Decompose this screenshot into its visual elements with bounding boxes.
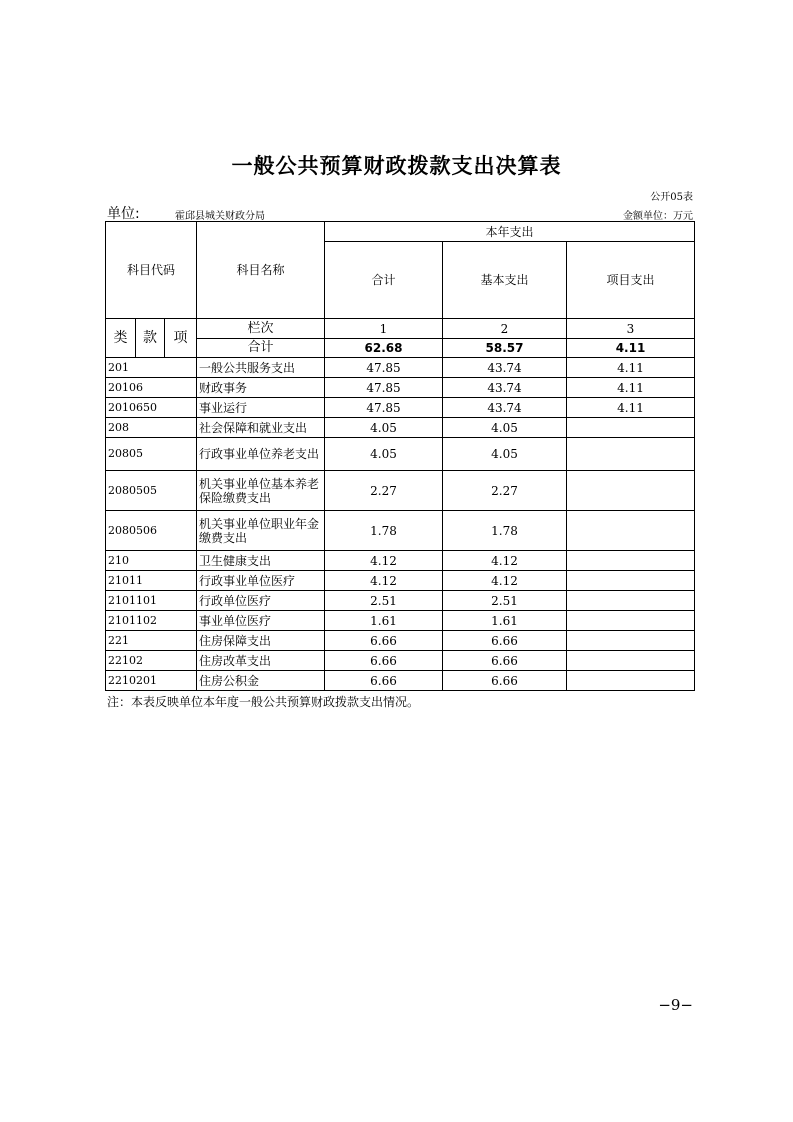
row-code: 221 bbox=[106, 631, 197, 651]
row-name: 卫生健康支出 bbox=[197, 551, 325, 571]
row-code: 201 bbox=[106, 358, 197, 378]
row-basic: 6.66 bbox=[443, 671, 567, 691]
row-code: 22102 bbox=[106, 651, 197, 671]
row-project bbox=[567, 571, 695, 591]
header-xiang: 项 bbox=[165, 319, 197, 358]
row-code: 2080505 bbox=[106, 471, 197, 511]
table-row bbox=[106, 631, 695, 651]
row-project bbox=[567, 418, 695, 438]
header-lei: 类 bbox=[106, 319, 136, 358]
amount-unit: 金额单位：万元 bbox=[623, 211, 693, 222]
sum-label: 合计 bbox=[197, 339, 325, 358]
row-total: 6.66 bbox=[325, 651, 443, 671]
row-total: 47.85 bbox=[325, 358, 443, 378]
row-name: 住房保障支出 bbox=[197, 631, 325, 651]
header-current-year: 本年支出 bbox=[325, 222, 695, 242]
table-row bbox=[106, 611, 695, 631]
sum-total: 62.68 bbox=[325, 339, 443, 358]
column-index-1: 1 bbox=[325, 319, 443, 339]
table-row bbox=[106, 471, 695, 511]
row-project bbox=[567, 591, 695, 611]
table-row bbox=[106, 591, 695, 611]
row-name: 住房公积金 bbox=[197, 671, 325, 691]
column-index-3: 3 bbox=[567, 319, 695, 339]
row-name: 社会保障和就业支出 bbox=[197, 418, 325, 438]
row-total: 4.12 bbox=[325, 571, 443, 591]
row-basic: 6.66 bbox=[443, 651, 567, 671]
row-code: 2101101 bbox=[106, 591, 197, 611]
row-name: 事业运行 bbox=[197, 398, 325, 418]
page-number: −9− bbox=[658, 996, 693, 1014]
row-project: 4.11 bbox=[567, 378, 695, 398]
row-total: 47.85 bbox=[325, 378, 443, 398]
row-project bbox=[567, 551, 695, 571]
row-basic: 4.12 bbox=[443, 551, 567, 571]
table-note: 注：本表反映单位本年度一般公共预算财政拨款支出情况。 bbox=[107, 695, 420, 709]
table-row bbox=[106, 398, 695, 418]
row-basic: 2.51 bbox=[443, 591, 567, 611]
row-project: 4.11 bbox=[567, 358, 695, 378]
row-total: 2.51 bbox=[325, 591, 443, 611]
header-column-index: 栏次 bbox=[197, 319, 325, 339]
row-name: 行政事业单位医疗 bbox=[197, 571, 325, 591]
row-project bbox=[567, 611, 695, 631]
header-total: 合计 bbox=[325, 242, 443, 319]
row-code: 2080506 bbox=[106, 511, 197, 551]
row-basic: 43.74 bbox=[443, 398, 567, 418]
table-row bbox=[106, 378, 695, 398]
row-project bbox=[567, 671, 695, 691]
sum-project: 4.11 bbox=[567, 339, 695, 358]
header-name: 科目名称 bbox=[197, 222, 325, 319]
page-title: 一般公共预算财政拨款支出决算表 bbox=[231, 154, 562, 178]
row-basic: 43.74 bbox=[443, 358, 567, 378]
row-code: 2210201 bbox=[106, 671, 197, 691]
row-code: 210 bbox=[106, 551, 197, 571]
row-basic: 4.05 bbox=[443, 438, 567, 471]
row-total: 6.66 bbox=[325, 671, 443, 691]
row-code: 21011 bbox=[106, 571, 197, 591]
row-name: 事业单位医疗 bbox=[197, 611, 325, 631]
row-basic: 1.61 bbox=[443, 611, 567, 631]
row-name: 机关事业单位职业年金缴费支出 bbox=[197, 511, 325, 551]
table-row bbox=[106, 438, 695, 471]
row-code: 20805 bbox=[106, 438, 197, 471]
row-total: 4.12 bbox=[325, 551, 443, 571]
expenditure-table bbox=[105, 221, 695, 691]
row-code: 2010650 bbox=[106, 398, 197, 418]
row-project bbox=[567, 471, 695, 511]
form-number: 公开05表 bbox=[650, 192, 693, 203]
column-index-2: 2 bbox=[443, 319, 567, 339]
row-total: 4.05 bbox=[325, 418, 443, 438]
row-name: 行政事业单位养老支出 bbox=[197, 438, 325, 471]
row-total: 47.85 bbox=[325, 398, 443, 418]
row-name: 一般公共服务支出 bbox=[197, 358, 325, 378]
table-row bbox=[106, 671, 695, 691]
row-project bbox=[567, 651, 695, 671]
unit-label: 单位: bbox=[107, 206, 140, 222]
row-name: 财政事务 bbox=[197, 378, 325, 398]
row-total: 1.61 bbox=[325, 611, 443, 631]
row-basic: 1.78 bbox=[443, 511, 567, 551]
row-basic: 43.74 bbox=[443, 378, 567, 398]
row-basic: 4.12 bbox=[443, 571, 567, 591]
row-project bbox=[567, 438, 695, 471]
row-total: 6.66 bbox=[325, 631, 443, 651]
row-project bbox=[567, 511, 695, 551]
table-row bbox=[106, 551, 695, 571]
table-row bbox=[106, 418, 695, 438]
row-name: 行政单位医疗 bbox=[197, 591, 325, 611]
row-code: 20106 bbox=[106, 378, 197, 398]
table-row bbox=[106, 571, 695, 591]
row-code: 2101102 bbox=[106, 611, 197, 631]
row-basic: 4.05 bbox=[443, 418, 567, 438]
row-project: 4.11 bbox=[567, 398, 695, 418]
table-row bbox=[106, 358, 695, 378]
row-name: 住房改革支出 bbox=[197, 651, 325, 671]
table-row bbox=[106, 651, 695, 671]
sum-basic: 58.57 bbox=[443, 339, 567, 358]
row-project bbox=[567, 631, 695, 651]
table-row bbox=[106, 511, 695, 551]
row-total: 1.78 bbox=[325, 511, 443, 551]
row-name: 机关事业单位基本养老保险缴费支出 bbox=[197, 471, 325, 511]
row-basic: 6.66 bbox=[443, 631, 567, 651]
row-basic: 2.27 bbox=[443, 471, 567, 511]
unit-name: 霍邱县城关财政分局 bbox=[175, 211, 265, 222]
header-kuan: 款 bbox=[136, 319, 165, 358]
header-basic: 基本支出 bbox=[443, 242, 567, 319]
row-total: 2.27 bbox=[325, 471, 443, 511]
header-code: 科目代码 bbox=[106, 222, 197, 319]
header-project: 项目支出 bbox=[567, 242, 695, 319]
row-code: 208 bbox=[106, 418, 197, 438]
row-total: 4.05 bbox=[325, 438, 443, 471]
